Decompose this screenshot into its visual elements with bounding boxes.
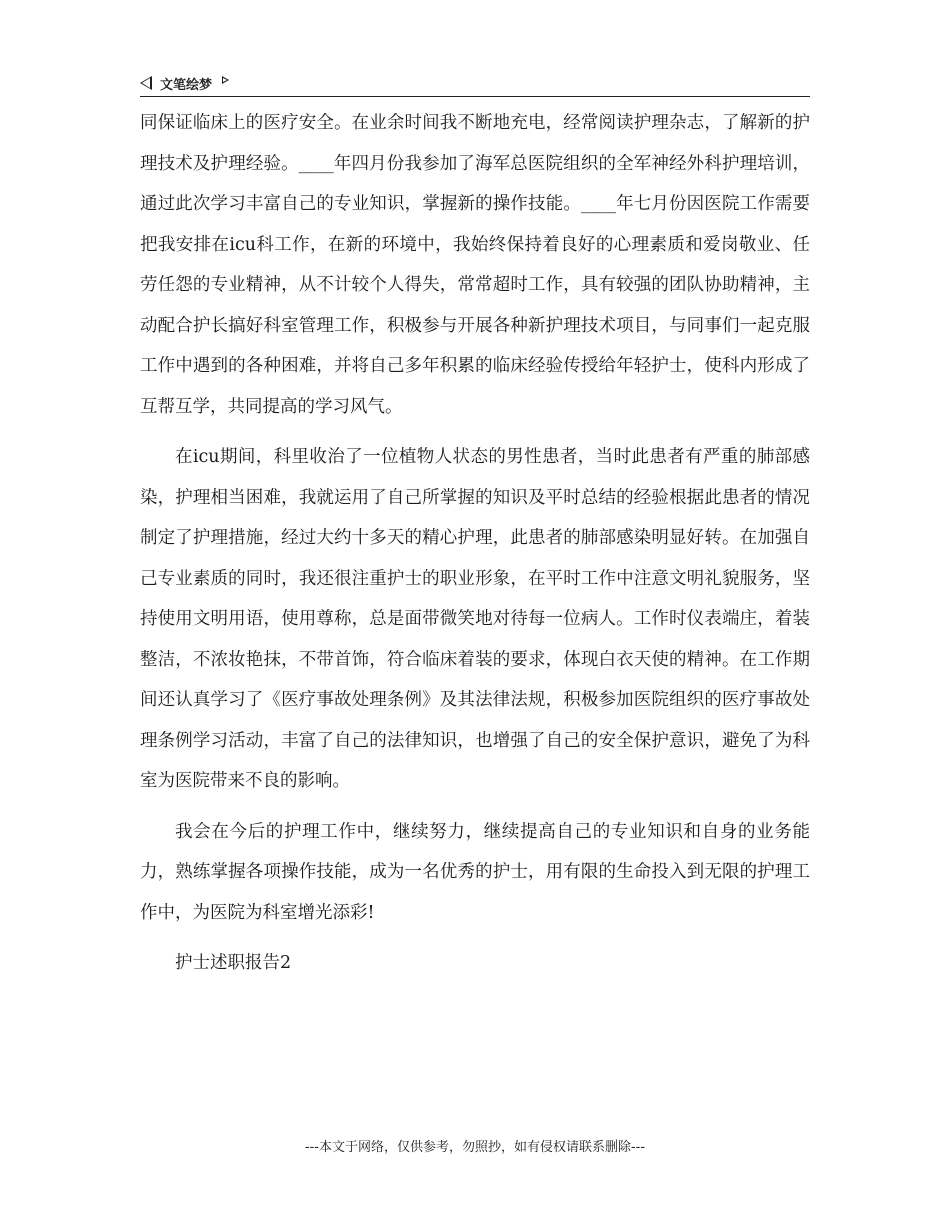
triangle-left-icon <box>140 76 152 90</box>
triangle-right-icon <box>222 76 229 84</box>
section-heading: 护士述职报告2 <box>175 953 292 973</box>
paragraph-1: 同保证临床上的医疗安全。在业余时间我不断地充电，经常阅读护理杂志，了解新的护理技术及护理经验。____年四月份我参加了海军总医院组织的全军神经外科护理培训，通过此次学习丰富自己的专业知识，掌握新的操作技能。____年七月份因医院工作需要把我安排在icu科工作，在新的环境中，我始终保持着良好的心理素质和爱岗敬业、任劳任怨的专业精神，从不计较个人得失，常常超时工作，具有较强的团队协助精神，主动配合护长搞好科室管理工作，积极参与开展各种新护理技术项目，与同事们一起克服工作中遇到的各种困难，并将自己多年积累的临床经验传授给年轻护士，使科内形成了互帮互学，共同提高的学习风气。 <box>140 113 810 417</box>
document-body <box>140 103 810 994</box>
header-brand: 文笔绘梦 <box>160 77 213 93</box>
page-footer-disclaimer: ---本文于网络，仅供参考，勿照抄，如有侵权请联系删除--- <box>304 1140 646 1155</box>
paragraph-2: 在icu期间，科里收治了一位植物人状态的男性患者，当时此患者有严重的肺部感染，护理相当困难，我就运用了自己所掌握的知识及平时总结的经验根据此患者的情况制定了护理措施，经过大约十多天的精心护理，此患者的肺部感染明显好转。在加强自己专业素质的同时，我还很注重护士的职业形象，在平时工作中注意文明礼貌服务，坚持使用文明用语，使用尊称，总是面带微笑地对待每一位病人。工作时仪表端庄，着装整洁，不浓妆艳抹，不带首饰，符合临床着装的要求，体现白衣天使的精神。在工作期间还认真学习了《医疗事故处理条例》及其法律法规，积极参加医院组织的医疗事故处理条例学习活动，丰富了自己的法律知识，也增强了自己的安全保护意识，避免了为科室为医院带来不良的影响。 <box>140 447 810 791</box>
page-header <box>140 70 810 97</box>
paragraph-3: 我会在今后的护理工作中，继续努力，继续提高自己的专业知识和自身的业务能力，熟练掌握各项操作技能，成为一名优秀的护士，用有限的生命投入到无限的护理工作中，为医院为科室增光添彩! <box>140 821 810 923</box>
